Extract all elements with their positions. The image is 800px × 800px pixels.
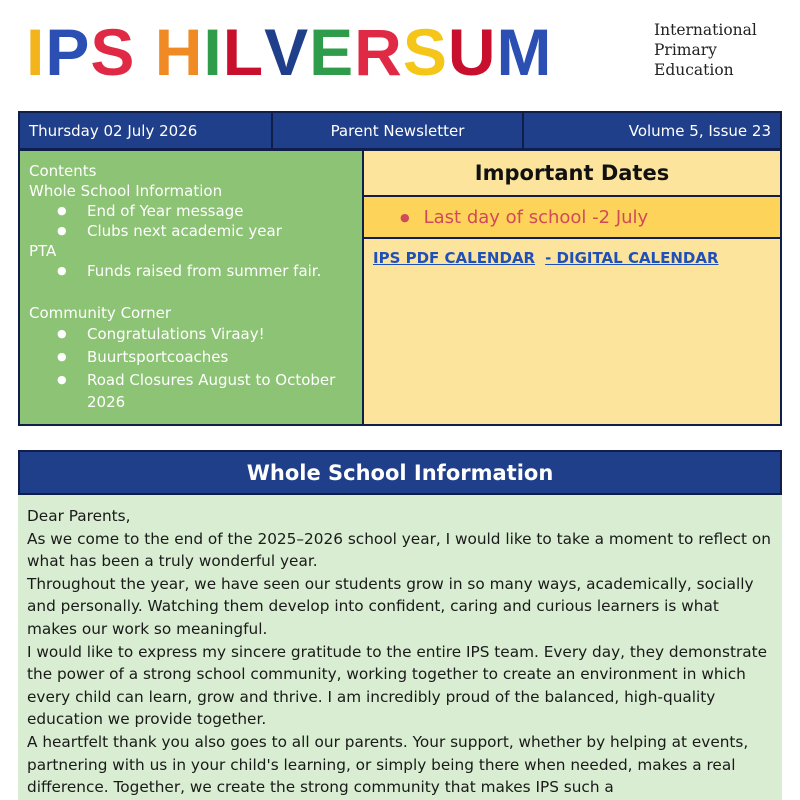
contents-item-funds[interactable]: ● Funds raised from summer fair. — [29, 261, 353, 281]
contents-item-road-closures[interactable]: ● Road Closures August to October 2026 — [29, 369, 353, 413]
tagline-line-3: Education — [654, 61, 734, 79]
message-paragraph: A heartfelt thank you also goes to all our parents. Your support, whether by helping at events, partnering with us in your child's learning, or simply being there when needed, makes a real difference. Together, we create the strong community that makes IPS such a — [27, 732, 749, 797]
issue-date: Thursday 02 July 2026 — [20, 113, 273, 148]
logo-letter: V — [264, 15, 310, 89]
logo-letter: E — [309, 15, 355, 89]
contents-item-end-of-year[interactable]: ● End of Year message — [29, 201, 353, 221]
contents-box — [18, 149, 364, 426]
contents-heading: Contents — [29, 162, 97, 180]
contents-item-buurtsportcoaches[interactable]: ● Buurtsportcoaches — [29, 346, 353, 368]
logo-tagline — [654, 20, 757, 80]
tagline-line-1: International — [654, 21, 757, 39]
bullet-icon: ● — [400, 210, 410, 224]
calendar-links — [364, 239, 780, 277]
contents-section-whole-school[interactable]: Whole School Information — [29, 182, 223, 200]
logo-letter: M — [496, 15, 553, 89]
logo-letter: H — [154, 15, 204, 89]
contents-item-clubs[interactable]: ● Clubs next academic year — [29, 221, 353, 241]
pdf-calendar-link[interactable]: IPS PDF CALENDAR — [373, 249, 536, 267]
contents-item-congratulations[interactable]: ● Congratulations Viraay! — [29, 323, 353, 345]
contents-list-whole-school — [29, 201, 353, 241]
logo-letter: L — [222, 15, 265, 89]
message-paragraph: Throughout the year, we have seen our students grow in so many ways, academically, socially and personally. Watching them develop into confident, caring and curious learners is what makes our work so meaningful. — [27, 574, 754, 638]
logo-letter: I — [203, 15, 223, 89]
logo-letter: R — [354, 15, 403, 89]
contents-spacer — [29, 281, 353, 303]
logo-letter: S — [402, 15, 448, 89]
important-dates-title: Important Dates — [364, 151, 780, 197]
logo-letter: I — [26, 15, 46, 89]
logo-letter: P — [45, 15, 91, 89]
end-of-year-message — [18, 495, 782, 800]
message-paragraph: As we come to the end of the 2025–2026 school year, I would like to take a moment to reflect on what has been a truly wonderful year. — [27, 529, 771, 571]
newsletter-info-bar — [18, 111, 782, 150]
digital-calendar-link[interactable]: - DIGITAL CALENDAR — [545, 249, 719, 267]
logo-letter: U — [447, 15, 497, 89]
message-paragraph: Dear Parents, — [27, 507, 131, 525]
contents-list-pta — [29, 261, 353, 281]
contents-section-pta[interactable]: PTA — [29, 242, 57, 260]
logo-letter — [135, 16, 154, 88]
important-dates-box — [362, 149, 782, 426]
logo-wordmark — [26, 16, 553, 88]
date-item — [364, 197, 780, 239]
school-logo — [26, 14, 786, 89]
date-item-text: Last day of school -2 July — [423, 206, 649, 228]
tagline-line-2: Primary — [654, 41, 717, 59]
contents-section-community[interactable]: Community Corner — [29, 304, 172, 322]
section-header-whole-school: Whole School Information — [18, 450, 782, 495]
issue-volume: Volume 5, Issue 23 — [628, 121, 771, 140]
newsletter-title: Parent Newsletter — [273, 113, 524, 148]
contents-list-community — [29, 323, 353, 413]
message-paragraph: I would like to express my sincere gratitude to the entire IPS team. Every day, they demonstrate the power of a strong school community, working together to create an environment in which every child can learn, grow and thrive. I am incredibly proud of the balanced, high-quality education we provide together. — [27, 642, 768, 729]
logo-letter: S — [90, 15, 136, 89]
